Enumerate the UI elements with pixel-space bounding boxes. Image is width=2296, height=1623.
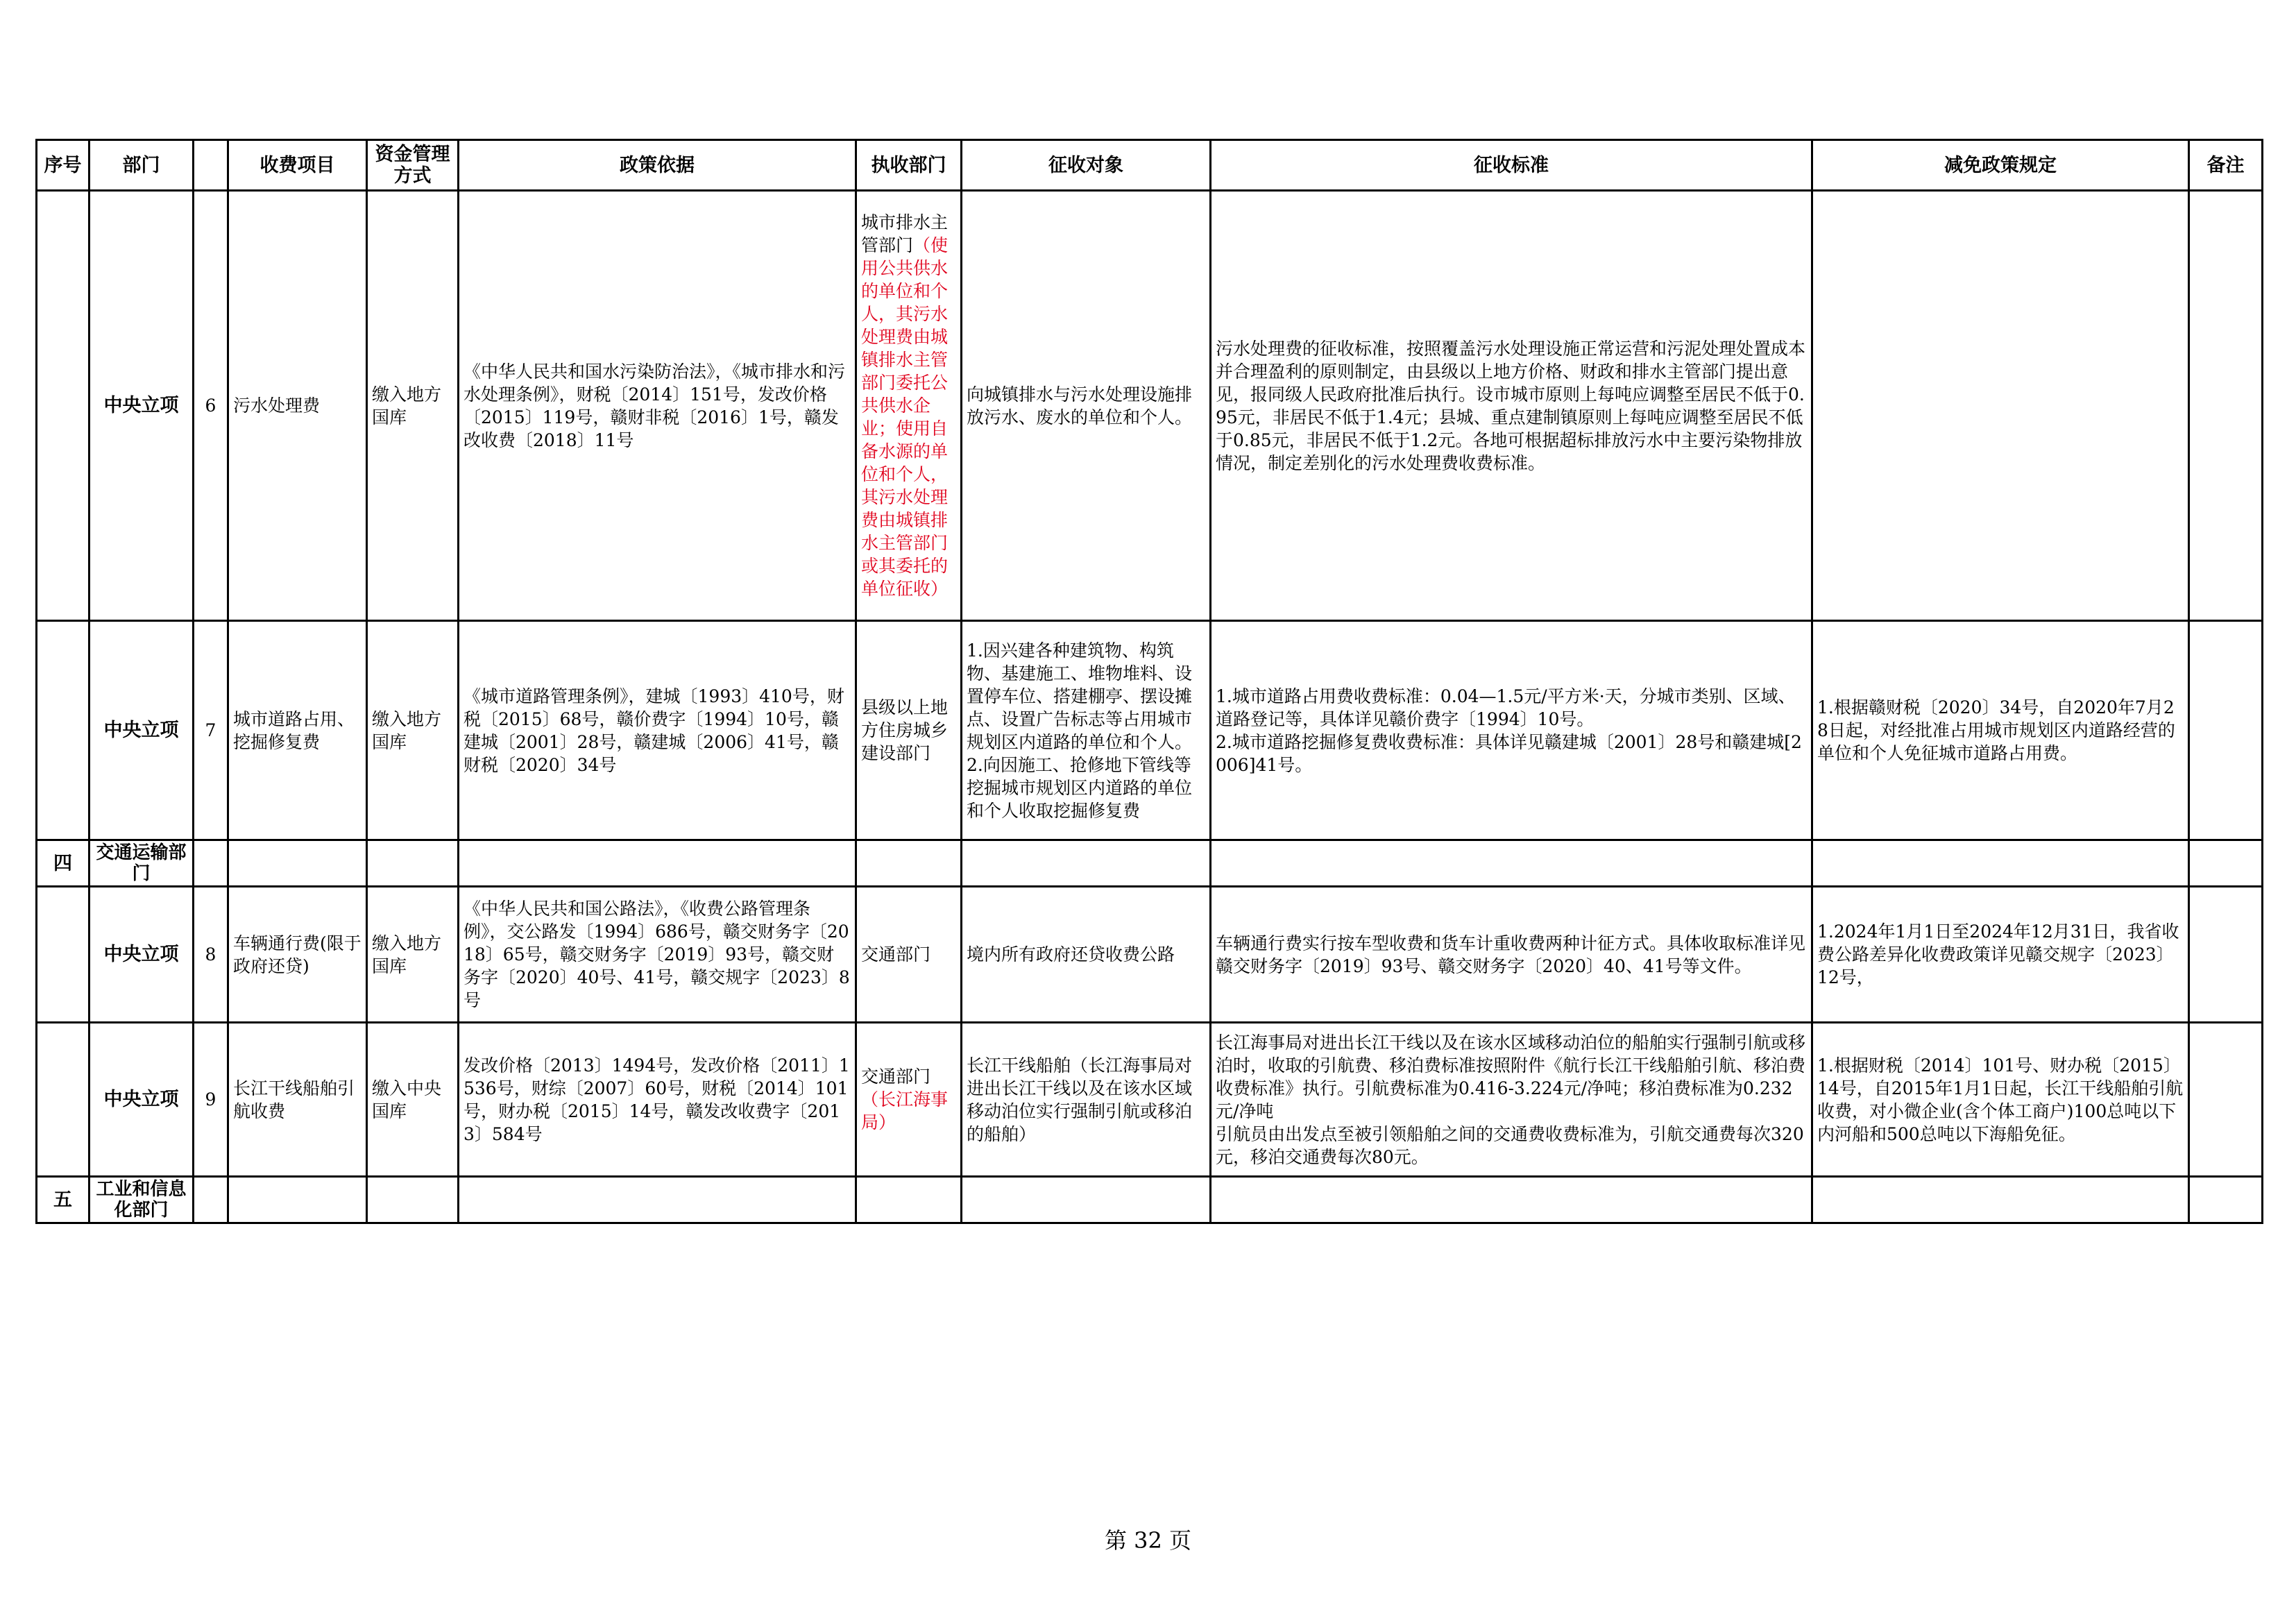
seq-cell [37,1023,90,1177]
header-target: 征收对象 [962,140,1211,191]
item-cell: 城市道路占用、挖掘修复费 [228,621,367,840]
header-num [194,140,228,191]
fee-schedule-table [35,139,2263,1224]
num-cell: 8 [194,887,228,1023]
note-cell [2189,1023,2263,1177]
exec-text: 城市排水主管部门 [861,212,949,255]
exempt-cell: 1.2024年1月1日至2024年12月31日，我省收费公路差异化收费政策详见赣交规字〔2023〕12号， [1812,887,2189,1023]
dept-cell: 中央立项 [90,1023,194,1177]
fund-cell: 缴入中央国库 [367,1023,459,1177]
exec-cell [856,191,962,621]
dept-cell: 中央立项 [90,621,194,840]
header-basis: 政策依据 [459,140,856,191]
section-row [37,840,2263,887]
dept-cell: 中央立项 [90,887,194,1023]
target-cell: 1.因兴建各种建筑物、构筑物、基建施工、堆物堆料、设置停车位、搭建棚亭、摆设摊点、设置广告标志等占用城市规划区内道路的单位和个人。 2.向因施工、抢修地下管线等挖掘城市规划区内道路的单位和个人收取挖掘修复费 [962,621,1211,840]
exec-cell [856,1023,962,1177]
standard-cell: 污水处理费的征收标准，按照覆盖污水处理设施正常运营和污泥处理处置成本并合理盈利的原则制定，由县级以上地方价格、财政和排水主管部门提出意见，报同级人民政府批准后执行。设市城市原则上每吨应调整至居民不低于0.95元，非居民不低于1.4元；县城、重点建制镇原则上每吨应调整至居民不低于0.85元，非居民不低于1.2元。各地可根据超标排放污水中主要污染物排放情况，制定差别化的污水处理费收费标准。 [1211,191,1812,621]
seq-cell [37,191,90,621]
header-standard: 征收标准 [1211,140,1812,191]
standard-cell: 车辆通行费实行按车型收费和货车计重收费两种计征方式。具体收取标准详见赣交财务字〔2019〕93号、赣交财务字〔2020〕40、41号等文件。 [1211,887,1812,1023]
header-seq: 序号 [37,140,90,191]
basis-cell: 《中华人民共和国公路法》，《收费公路管理条例》，交公路发〔1994〕686号，赣交财务字〔2018〕65号，赣交财务字〔2019〕93号，赣交财务字〔2020〕40号、41号，赣交规字〔2023〕8号 [459,887,856,1023]
num-cell: 6 [194,191,228,621]
exec-text: 交通部门 [861,1067,931,1087]
exec-cell: 交通部门 [856,887,962,1023]
item-cell: 污水处理费 [228,191,367,621]
section-seq: 四 [37,840,90,887]
standard-cell: 1.城市道路占用费收费标准：0.04—1.5元/平方米·天，分城市类别、区域、道路登记等，具体详见赣价费字〔1994〕10号。 2.城市道路挖掘修复费收费标准：具体详见赣建城〔2001〕28号和赣建城[2006]41号。 [1211,621,1812,840]
exempt-cell: 1.根据赣财税〔2020〕34号，自2020年7月28日起，对经批准占用城市规划区内道路经营的单位和个人免征城市道路占用费。 [1812,621,2189,840]
item-cell: 长江干线船舶引航收费 [228,1023,367,1177]
header-note: 备注 [2189,140,2263,191]
target-cell: 境内所有政府还贷收费公路 [962,887,1211,1023]
section-seq: 五 [37,1177,90,1223]
section-name: 交通运输部门 [90,840,194,887]
num-cell: 7 [194,621,228,840]
note-cell [2189,621,2263,840]
target-cell: 向城镇排水与污水处理设施排放污水、废水的单位和个人。 [962,191,1211,621]
note-cell [2189,191,2263,621]
standard-cell: 长江海事局对进出长江干线以及在该水区域移动泊位的船舶实行强制引航或移泊时，收取的引航费、移泊费标准按照附件《航行长江干线船舶引航、移泊费收费标准》执行。引航费标准为0.416-3.224元/净吨；移泊费标准为0.232元/净吨 引航员由出发点至被引领船舶之间的交通费收费标准为，引航交通费每次320元，移泊交通费每次80元。 [1211,1023,1812,1177]
target-cell: 长江干线船舶（长江海事局对进出长江干线以及在该水区域移动泊位实行强制引航或移泊的船舶） [962,1023,1211,1177]
seq-cell [37,621,90,840]
table-row [37,621,2263,840]
section-row [37,1177,2263,1223]
header-exempt: 减免政策规定 [1812,140,2189,191]
fund-cell: 缴入地方国库 [367,621,459,840]
seq-cell [37,887,90,1023]
table-row [37,191,2263,621]
exempt-cell [1812,191,2189,621]
page-number: 第 32 页 [1104,1527,1192,1554]
exec-note-red: （长江海事局） [861,1089,949,1132]
note-cell [2189,887,2263,1023]
section-name: 工业和信息化部门 [90,1177,194,1223]
header-item: 收费项目 [228,140,367,191]
num-cell: 9 [194,1023,228,1177]
table-row [37,1023,2263,1177]
header-exec: 执收部门 [856,140,962,191]
basis-cell: 《中华人民共和国水污染防治法》，《城市排水和污水处理条例》，财税〔2014〕151号，发改价格〔2015〕119号，赣财非税〔2016〕1号，赣发改收费〔2018〕11号 [459,191,856,621]
basis-cell: 《城市道路管理条例》，建城〔1993〕410号，财税〔2015〕68号，赣价费字〔1994〕10号，赣建城〔2001〕28号，赣建城〔2006〕41号，赣财税〔2020〕34号 [459,621,856,840]
table-header-row [37,140,2263,191]
table-row [37,887,2263,1023]
dept-cell: 中央立项 [90,191,194,621]
fund-cell: 缴入地方国库 [367,887,459,1023]
item-cell: 车辆通行费(限于政府还贷) [228,887,367,1023]
exec-cell: 县级以上地方住房城乡建设部门 [856,621,962,840]
exempt-cell: 1.根据财税〔2014〕101号、财办税〔2015〕14号，自2015年1月1日起，长江干线船舶引航收费，对小微企业(含个体工商户)100总吨以下内河船和500总吨以下海船免征。 [1812,1023,2189,1177]
header-dept: 部门 [90,140,194,191]
fund-cell: 缴入地方国库 [367,191,459,621]
basis-cell: 发改价格〔2013〕1494号，发改价格〔2011〕1536号，财综〔2007〕60号，财税〔2014〕101号，财办税〔2015〕14号，赣发改收费字〔2013〕584号 [459,1023,856,1177]
header-fund: 资金管理方式 [367,140,459,191]
exec-note-red: （使用公共供水的单位和个人，其污水处理费由城镇排水主管部门委托公共供水企业；使用自备水源的单位和个人，其污水处理费由城镇排水主管部门或其委托的单位征收） [861,235,949,599]
